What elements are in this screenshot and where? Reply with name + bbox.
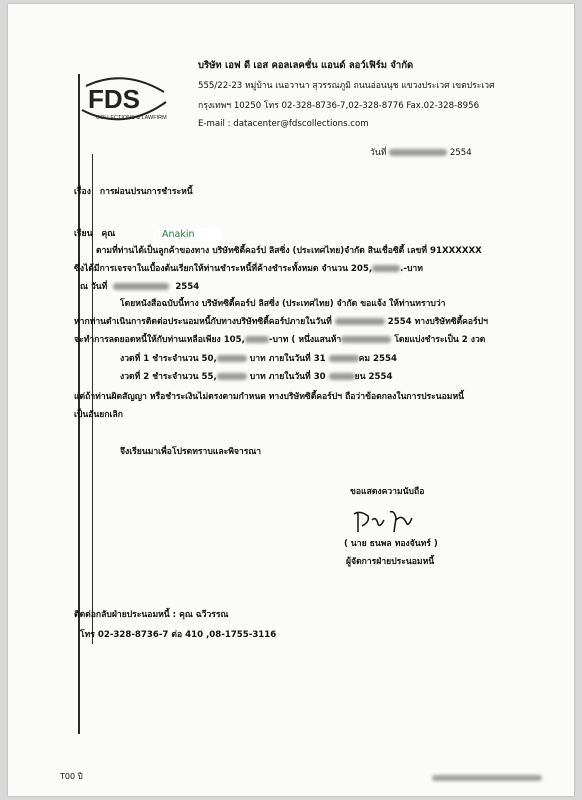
letter-page [8, 4, 574, 796]
body-p2-line2 [74, 316, 488, 328]
company-email: E-mail : datacenter@fdscollections.com [198, 119, 369, 129]
installment-1-due-label: บาท ภายในวันที่ [249, 354, 311, 364]
body-p3-line1: แต่ถ้าท่านผิดสัญญา หรือชำระเงินไม่ตรงตามกำหนด ทางบริษัทซิตี้คอร์ปฯ ถือว่าข้อตกลงในการประนอมหนี้ [74, 392, 465, 402]
fds-logo-graphic [74, 72, 174, 132]
installment-1-day: 31 [313, 354, 326, 364]
installment-2-amount: งวดที่ 2 ชำระจำนวน 55, [120, 372, 217, 382]
recipient-label: เรียน [74, 229, 93, 239]
subject-line [74, 186, 193, 198]
body-p2-line3-mid: -บาท ( หนึ่งแสนห้า [268, 335, 342, 345]
contact-phone: โทร 02-328-8736-7 ต่อ 410 ,08-1755-3116 [80, 630, 277, 640]
closing-line: จึงเรียนมาเพื่อโปรดทราบและพิจารณา [120, 447, 262, 457]
redacted-inst1 [217, 355, 247, 362]
body-p1-line2-text: ซึ่งได้มีการเจรจาในเบื้องต้นเรียกให้ท่านชำระหนี้ที่ค้างชำระทั้งหมด จำนวน 205, [74, 264, 373, 274]
body-p2-line3 [74, 334, 485, 346]
redacted-footer [432, 775, 542, 781]
handwritten-signature [350, 506, 420, 536]
date-year: 2554 [449, 148, 472, 158]
subject-label: เรื่อง [74, 187, 91, 197]
recipient-line [74, 228, 115, 240]
redacted-month-2 [329, 373, 355, 380]
fds-logo [74, 72, 174, 132]
svg-text:COLLECTIONS & LAWFIRM: COLLECTIONS & LAWFIRM [96, 115, 167, 121]
body-p1-line3-year: 2554 [175, 282, 200, 292]
recipient-name: Anakin [158, 228, 222, 241]
letter-date [370, 147, 472, 159]
recipient-prefix: คุณ [101, 229, 116, 239]
body-p1-line1: ตามที่ท่านได้เป็นลูกค้าของทาง บริษัทซิตี้คอร์ป ลิสซิ่ง (ประเทศไทย)จำกัด สินเชื่อซิตี้ เลขที่ 91XXXXXX [96, 246, 482, 256]
signatory-title: ผู้จัดการฝ่ายประนอมหนี้ [346, 557, 435, 567]
installment-1 [120, 353, 397, 365]
redacted-date [389, 149, 447, 156]
subject-text: การผ่อนปรนการชำระหนี้ [99, 187, 193, 197]
date-label: วันที่ [370, 148, 387, 158]
redacted-amount-2 [245, 336, 269, 343]
installment-2 [120, 371, 392, 383]
redacted-month-1 [329, 355, 359, 362]
body-p1-line3-label: ณ วันที่ [80, 282, 108, 292]
svg-text:FDS: FDS [88, 84, 140, 114]
redacted-inst2 [217, 373, 247, 380]
body-p1-line2 [74, 263, 423, 275]
body-p2-line2-text: หากท่านดำเนินการติดต่อประนอมหนี้กับทางบริษัทซิตี้คอร์ปภายในวันที่ [74, 317, 332, 327]
redacted-date-3 [335, 318, 385, 325]
company-phone: กรุงเทพฯ 10250 โทร 02-328-8736-7,02-328-8776 Fax.02-328-8956 [198, 101, 480, 111]
body-p2-line3-tail: โดยแบ่งชำระเป็น 2 งวด [394, 335, 486, 345]
body-p1-line3 [80, 281, 199, 293]
signature-image [350, 506, 420, 536]
body-p2-line2-tail: 2554 ทางบริษัทซิตี้คอร์ปฯ [387, 317, 488, 327]
installment-2-month-year: ยน 2554 [354, 372, 393, 382]
body-p2-line1: โดยหนังสือฉบับนี้ทาง บริษัทซิตี้คอร์ป ลิสซิ่ง (ประเทศไทย) จำกัด ขอแจ้ง ให้ท่านทราบว่า [120, 299, 446, 309]
body-p3-line2: เป็นอันยกเลิก [74, 410, 123, 420]
redacted-date-2 [113, 283, 169, 290]
redacted-amount [372, 265, 400, 272]
body-p1-line2-unit: .-บาท [400, 264, 423, 274]
company-name: บริษัท เอฟ ดี เอส คอลเลคชั่น แอนด์ ลอว์เฟิร์ม จำกัด [198, 60, 414, 71]
company-address: 555/22-23 หมู่บ้าน เนอวานา สุวรรณภูมิ ถนนอ่อนนุช แขวงประเวศ เขตประเวศ [198, 81, 495, 91]
signature-regards: ขอแสดงความนับถือ [350, 487, 425, 497]
installment-1-month-year: คม 2554 [358, 354, 397, 364]
installment-1-amount: งวดที่ 1 ชำระจำนวน 50, [120, 354, 217, 364]
installment-2-day: 30 [313, 372, 326, 382]
body-p2-line3-text: จะทำการลดยอดหนี้ให้กับท่านเหลือเพียง 105, [74, 335, 245, 345]
signatory-name: ( นาย ธนพล ทองจันทร์ ) [344, 539, 438, 549]
contact-label: ติดต่อกลับฝ่ายประนอมหนี้ : คุณ ฉวีวรรณ [74, 610, 229, 620]
installment-2-due-label: บาท ภายในวันที่ [249, 372, 311, 382]
redacted-amount-words [341, 336, 391, 343]
footer-code: T00 ปี [60, 772, 83, 781]
